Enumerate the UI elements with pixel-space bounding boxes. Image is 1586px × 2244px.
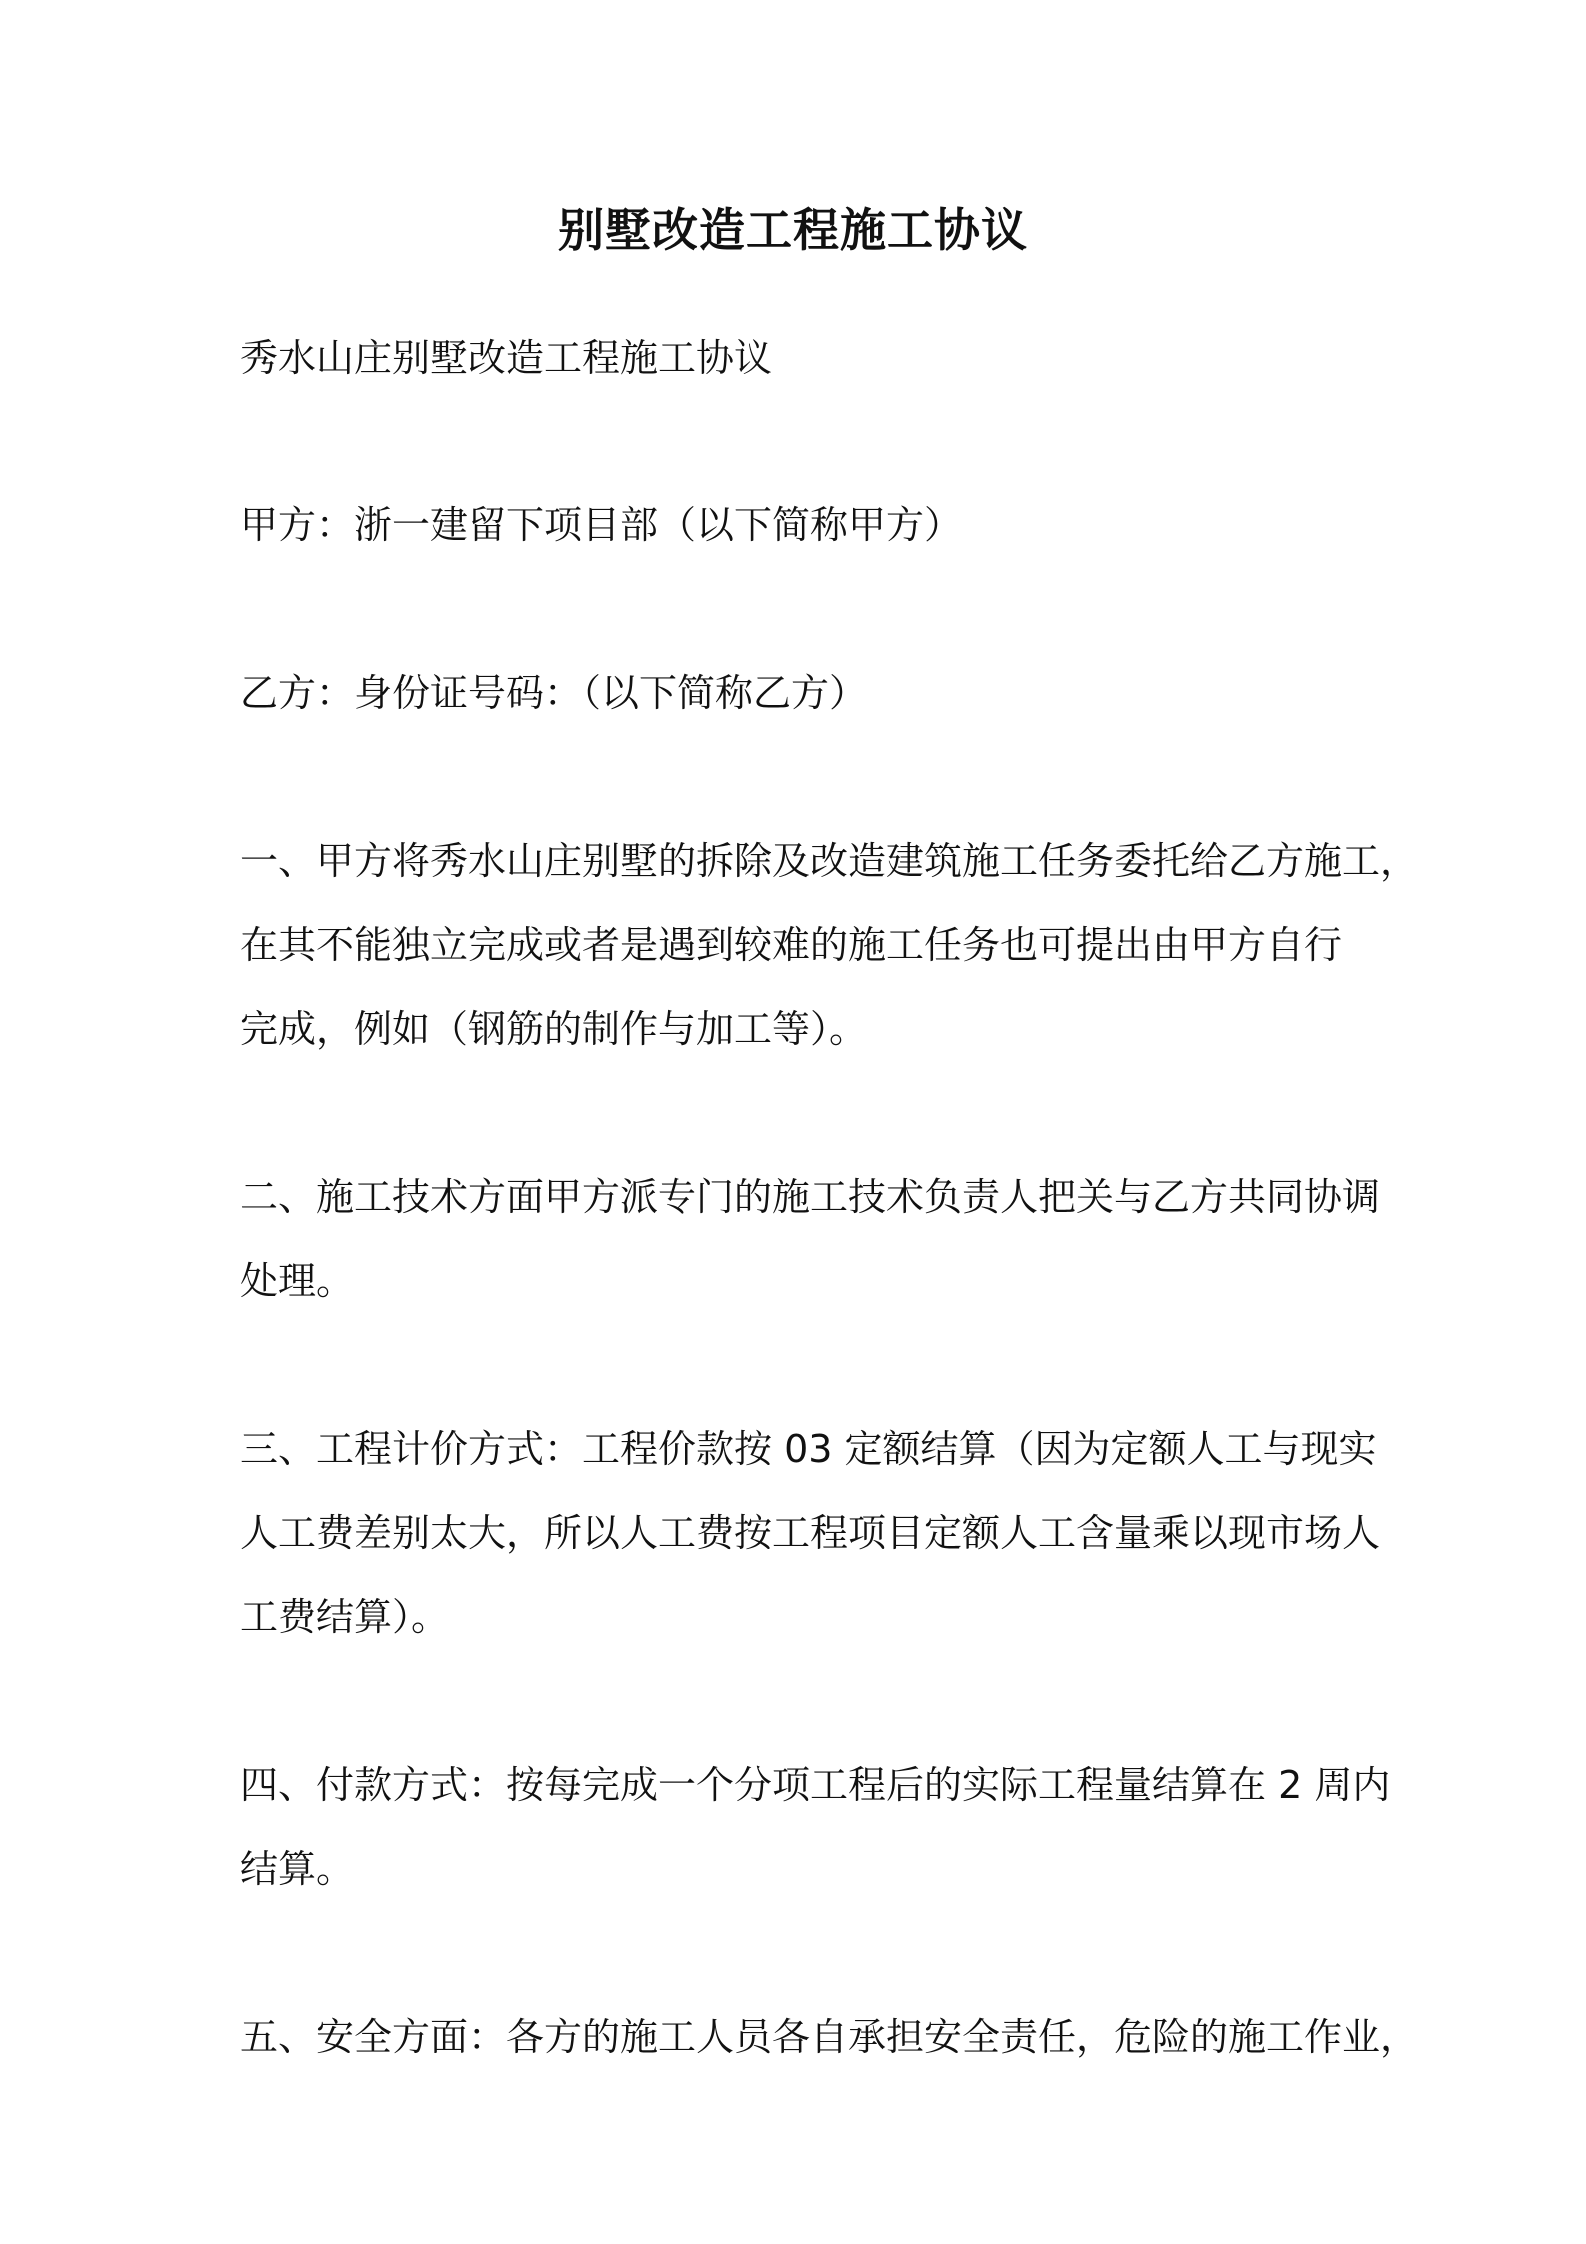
clause-3-line: 三、工程计价方式：工程价款按 03 定额结算（因为定额人工与现实 [240,1427,1377,1471]
clause-3-line: 工费结算）。 [240,1595,450,1639]
document-title: 别墅改造工程施工协议 [558,203,1028,257]
clause-5-line: 五、安全方面：各方的施工人员各自承担安全责任，危险的施工作业， [240,2015,1419,2059]
clause-1-line: 完成，例如（钢筋的制作与加工等）。 [240,1007,868,1051]
clause-1-line: 一、甲方将秀水山庄别墅的拆除及改造建筑施工任务委托给乙方施工， [240,839,1419,883]
clause-2-line: 处理。 [240,1259,355,1303]
party-b-line: 乙方：身份证号码：（以下简称乙方） [240,671,868,715]
clause-2-line: 二、施工技术方面甲方派专门的施工技术负责人把关与乙方共同协调 [240,1175,1381,1219]
clause-1-line: 在其不能独立完成或者是遇到较难的施工任务也可提出由甲方自行 [240,923,1343,967]
clause-4-line: 四、付款方式：按每完成一个分项工程后的实际工程量结算在 2 周内 [240,1763,1391,1807]
document-subtitle: 秀水山庄别墅改造工程施工协议 [240,336,773,380]
clause-4-line: 结算。 [240,1847,355,1891]
party-a-line: 甲方：浙一建留下项目部（以下简称甲方） [240,503,963,547]
clause-3-line: 人工费差别太大，所以人工费按工程项目定额人工含量乘以现市场人 [240,1511,1381,1555]
